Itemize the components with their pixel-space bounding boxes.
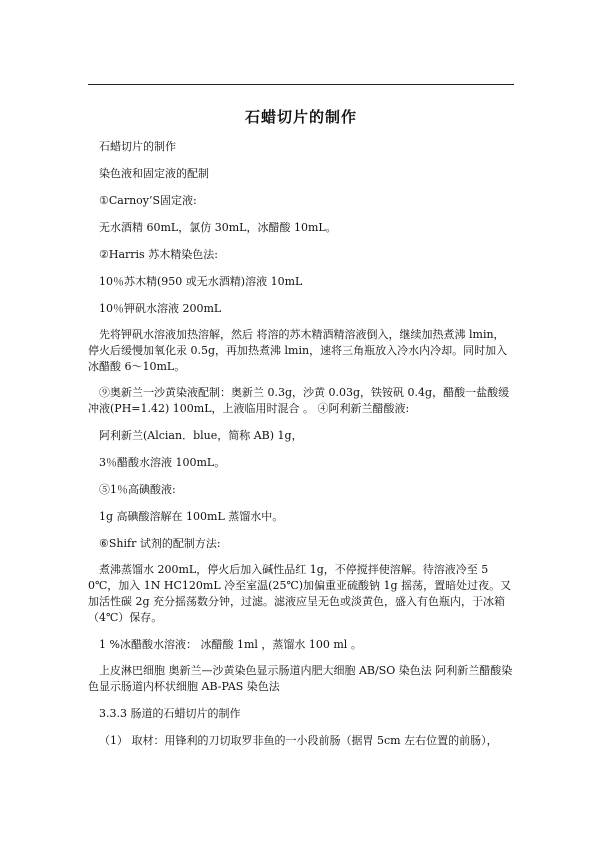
paragraph-13: 1g 高碘酸溶解在 100mL 蒸馏水中。 (99, 510, 284, 523)
page-title: 石蜡切片的制作 (244, 108, 357, 126)
paragraph-4: 无水酒精 60mL，氯仿 30mL，冰醋酸 10mL。 (99, 221, 337, 234)
paragraph-7: 10％钾矾水溶液 200mL (99, 302, 222, 315)
paragraph-12: ⑤1％高碘酸液: (99, 483, 176, 496)
document-body (88, 138, 514, 759)
paragraph-3: ①Carnoy’S固定液: (99, 194, 197, 207)
paragraph-14: ⑥Shifr 试剂的配制方法: (99, 537, 221, 550)
paragraph-6: 10％苏木精(950 或无水酒精)溶液 10mL (99, 275, 303, 288)
paragraph-15: 煮沸蒸馏水 200mL，停火后加入碱性品红 1g，不停搅拌使溶解。待溶液冷至 50℃，加入 1N HC120mL 冷至室温(25℃)加偏重亚硫酸钠 1g 摇荡，置暗处过夜。又加活性碳 2g 充分摇荡数分钟，过滤。滤液应呈无色或淡黄色，盛入有色瓶内，于冰箱（4℃）保存。 (88, 563, 512, 624)
paragraph-5: ②Harris 苏木精染色法: (99, 248, 218, 261)
paragraph-17: 上皮淋巴细胞 奥新兰—沙黄染色显示肠道内肥大细胞 AB/SO 染色法 阿利新兰醋酸染色显示肠道内杯状细胞 AB-PAS 染色法 (88, 664, 513, 693)
paragraph-16: 1 %冰醋酸水溶液： 冰醋酸 1ml ，蒸馏水 100 ml 。 (99, 638, 362, 651)
paragraph-18: 3.3.3 肠道的石蜡切片的制作 (99, 707, 241, 720)
paragraph-10: 阿利新兰(Alcian．blue，简称 AB) 1g， (99, 429, 303, 442)
paragraph-9: ⑨奥新兰一沙黄染液配制：奥新兰 0.3g，沙黄 0.03g，铁铵矾 0.4g，醋酸一盐酸缓冲液(PH=1.42) 100mL，上液临用时混合 。 ④阿利新兰醋酸液: (88, 386, 510, 415)
paragraph-11: 3％醋酸水溶液 100mL。 (99, 456, 226, 469)
paragraph-19: （1） 取材：用锋利的刀切取罗非鱼的一小段前肠（据胃 5cm 左右位置的前肠）， (99, 734, 498, 747)
paragraph-1: 石蜡切片的制作 (99, 140, 176, 153)
header-rule (88, 84, 514, 85)
paragraph-8: 先将钾矾水溶液加热溶解，然后 将溶的苏木精酒精溶液倒入，继续加热煮沸 lmin，停火后缓慢加氧化汞 0.5g，再加热煮沸 lmin，速将三角瓶放入冷水内冷却。同时加入冰醋酸 6～10mL。 (88, 328, 508, 373)
paragraph-2: 染色液和固定液的配制 (99, 167, 209, 180)
